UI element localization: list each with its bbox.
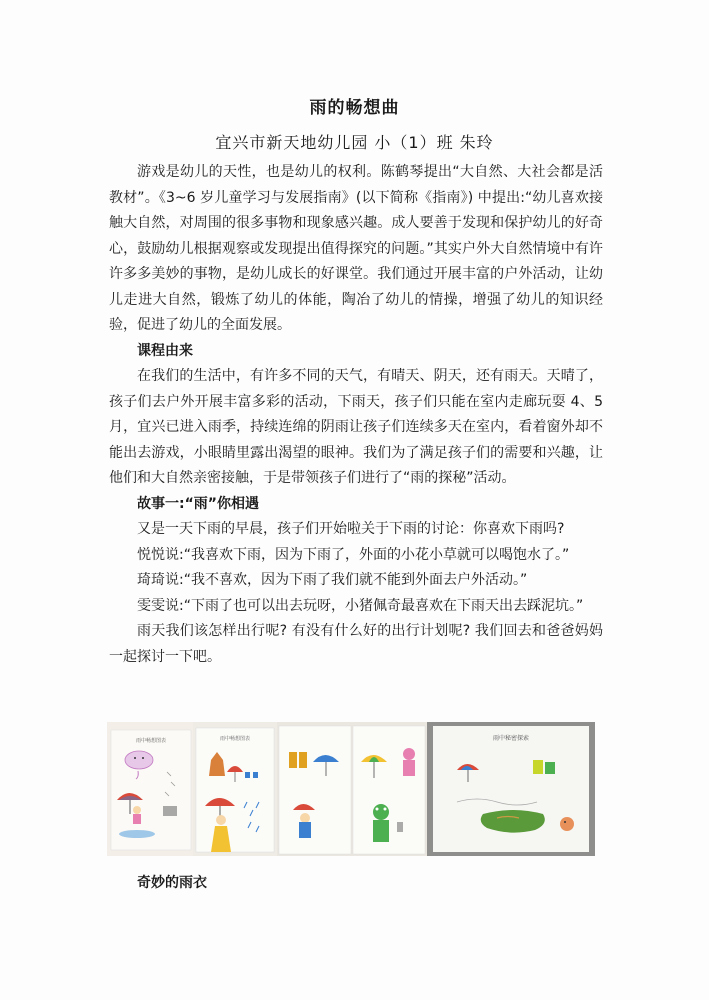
children-drawings-photo-strip (107, 722, 595, 856)
intro-paragraph: 游戏是幼儿的天性，也是幼儿的权利。陈鹤琴提出“大自然、大社会都是活教材”。《3~6 岁儿童学习与发展指南》(以下简称《指南》) 中提出:“幼儿喜欢接触大自然，对周围的很多事物和现象感兴趣。成人要善于发现和保护幼儿的好奇心，鼓励幼儿根据观察或发现提出值得探究的问题。”其实户外大自然情境中有许许多多美妙的事物，是幼儿成长的好课堂。我们通过开展丰富的户外活动，让幼儿走进大自然，锻炼了幼儿的体能，陶冶了幼儿的情操，增强了幼儿的知识经验，促进了幼儿的全面发展。 (109, 164, 603, 333)
document-body (109, 160, 603, 670)
bottom-section-heading: 奇妙的雨衣 (137, 875, 207, 891)
story1-line-4: 雯雯说:“下雨了也可以出去玩呀，小猪佩奇最喜欢在下雨天出去踩泥坑。” (137, 597, 584, 614)
story1-line-3: 琦琦说:“我不喜欢，因为下雨了我们就不能到外面去户外活动。” (137, 572, 528, 588)
document-subtitle: 宜兴市新天地幼儿园 小（1）班 朱玲 (215, 133, 494, 152)
sheet-title-1: 雨中畅想图表 (135, 738, 167, 744)
story1-heading: 故事一:“雨”你相遇 (137, 495, 260, 512)
sheet-title-3: 雨中秘密探索 (492, 735, 530, 742)
document-title: 雨的畅想曲 (309, 98, 400, 118)
origin-heading: 课程由来 (137, 342, 193, 359)
story1-line-5: 雨天我们该怎样出行呢? 有没有什么好的出行计划呢? 我们回去和爸爸妈妈一起探讨一下吧。 (109, 623, 603, 665)
story1-line-1: 又是一天下雨的早晨，孩子们开始啦关于下雨的讨论：你喜欢下雨吗? (137, 521, 565, 537)
sheet-title-2: 雨中畅想图表 (219, 736, 251, 742)
drawing-photo-1 (107, 722, 193, 856)
origin-paragraph: 在我们的生活中，有许多不同的天气，有晴天、阴天，还有雨天。天晴了，孩子们去户外开展丰富多彩的活动，下雨天，孩子们只能在室内走廊玩耍 4、5 月，宜兴已进入雨季，持续连绵的阴雨让孩子们连续多天在室内，看着窗外却不能出去游戏，小眼睛里露出渴望的眼神。我们为了满足孩子们的需要和兴趣，让他们和大自然亲密接触，于是带领孩子们进行了“雨的探秘”活动。 (109, 368, 603, 486)
drawing-photo-3 (277, 722, 427, 856)
drawing-photo-4 (427, 722, 595, 856)
story1-line-2: 悦悦说:“我喜欢下雨，因为下雨了，外面的小花小草就可以喝饱水了。” (137, 546, 570, 563)
drawing-photo-2 (193, 722, 277, 856)
